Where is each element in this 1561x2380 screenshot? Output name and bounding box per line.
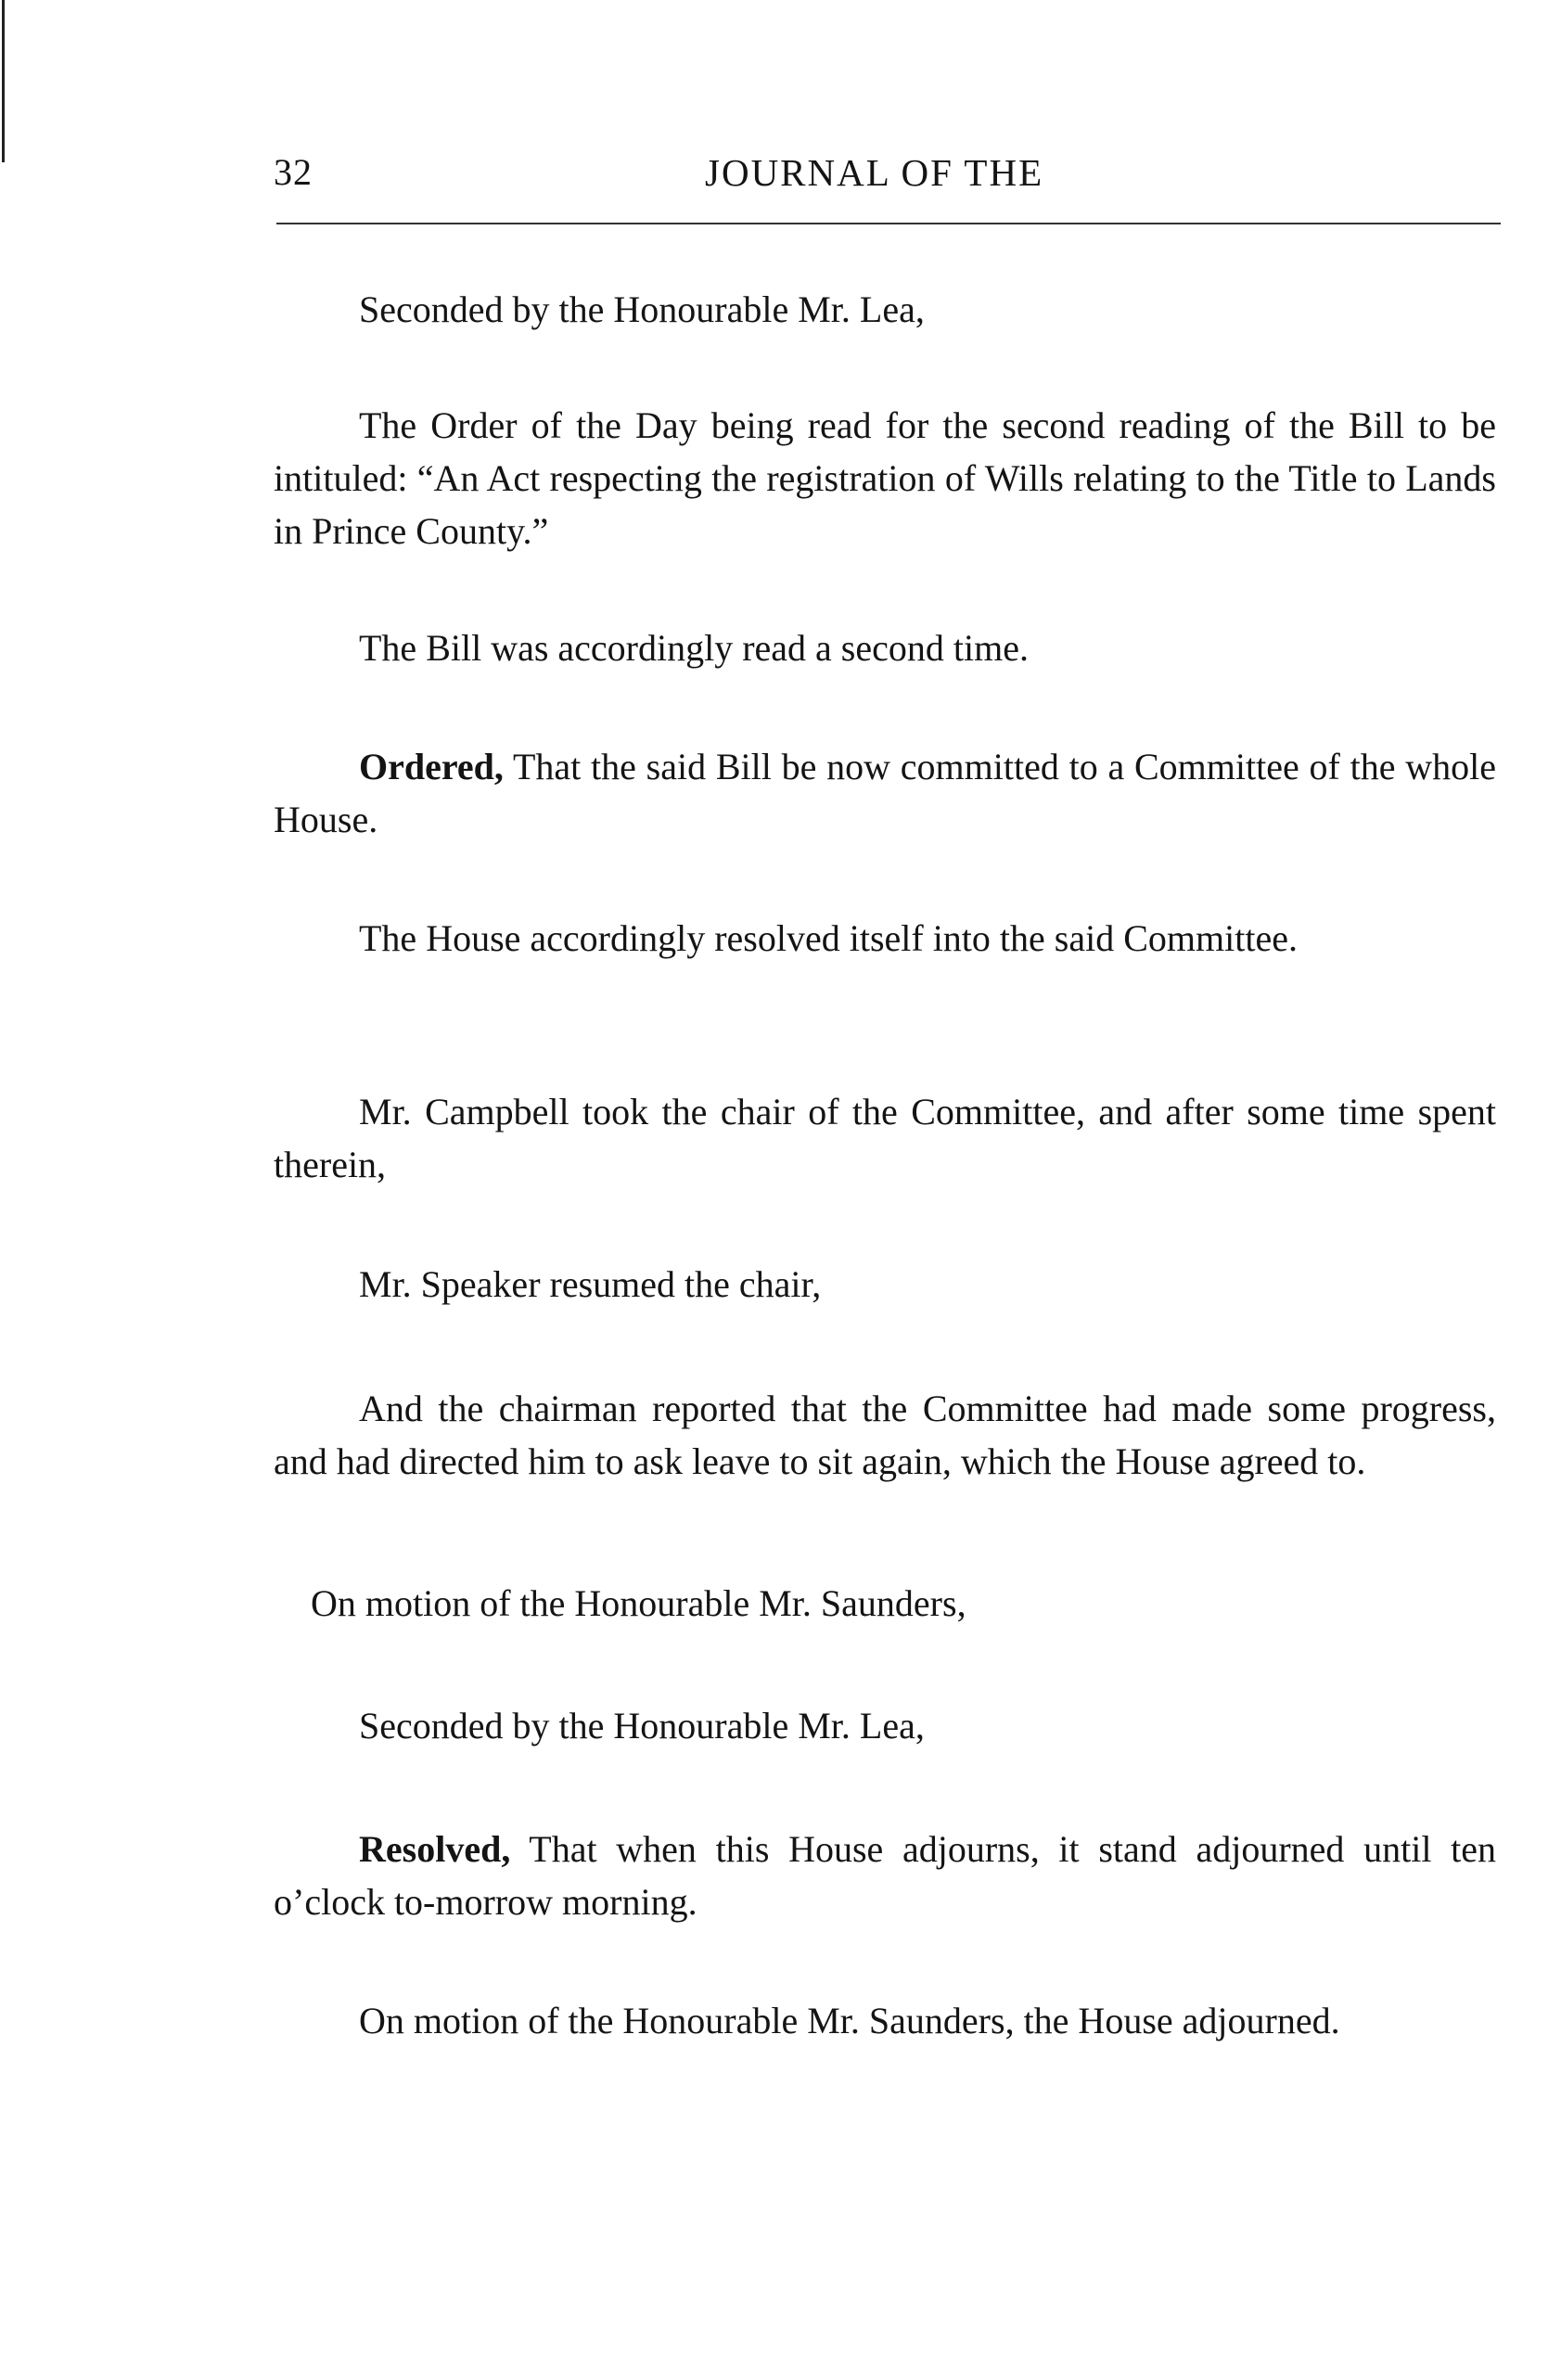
paragraph-text: Seconded by the Honourable Mr. Lea, (359, 288, 925, 330)
running-title: JOURNAL OF THE (705, 151, 1044, 194)
paragraph-resolved-into-committee (274, 912, 1496, 965)
page-number: 32 (274, 151, 313, 193)
paragraph-seconded-1 (274, 283, 1496, 336)
paragraph-text: That the said Bill be now committed to a Committee of the whole House. (274, 746, 1496, 840)
running-head (274, 150, 1498, 206)
paragraph-adjourned (274, 1994, 1496, 2047)
paragraph-second-reading (274, 621, 1496, 674)
paragraph-lead: Ordered, (359, 746, 504, 787)
paragraph-motion-saunders (274, 1577, 1496, 1630)
paragraph-text: Seconded by the Honourable Mr. Lea, (359, 1705, 925, 1747)
paragraph-resolved (274, 1823, 1496, 1928)
paragraph-ordered (274, 740, 1496, 846)
paragraph-lead: Resolved, (359, 1828, 511, 1870)
paragraph-speaker-resumed (274, 1258, 1496, 1311)
paragraph-text: Mr. Speaker resumed the chair, (359, 1263, 822, 1305)
paragraph-text: On motion of the Honourable Mr. Saunders, (311, 1582, 966, 1624)
page-edge-line (2, 0, 5, 162)
paragraph-order-of-day (274, 399, 1496, 557)
paragraph-text: That when this House adjourns, it stand adjourned until ten o’clock to-morrow morning. (274, 1828, 1496, 1923)
paragraph-text: The House accordingly resolved itself into the said Committee. (359, 917, 1298, 959)
paragraph-chairman-reported (274, 1382, 1496, 1488)
paragraph-text: The Order of the Day being read for the second reading of the Bill to be intituled: “An Act respecting the registration of Wills relating to the Title to Lands in Prince County.” (274, 404, 1496, 552)
paragraph-text: The Bill was accordingly read a second time. (359, 627, 1029, 669)
paragraph-seconded-2 (274, 1699, 1496, 1752)
paragraph-text: Mr. Campbell took the chair of the Committee, and after some time spent therein, (274, 1091, 1496, 1185)
paragraph-campbell-chair (274, 1085, 1496, 1191)
header-rule (276, 223, 1501, 224)
paragraph-text: And the chairman reported that the Committee had made some progress, and had directed him to ask leave to sit again, which the House agreed to. (274, 1388, 1496, 1482)
paragraph-text: On motion of the Honourable Mr. Saunders, the House adjourned. (359, 2000, 1340, 2041)
